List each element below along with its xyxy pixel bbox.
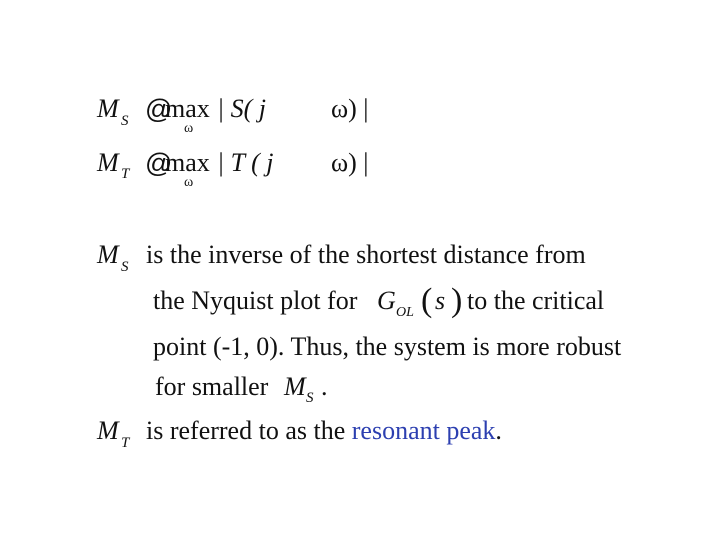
ms-omega-closing: ω) | xyxy=(331,94,369,123)
gol-paren-close: ) xyxy=(451,282,463,319)
mt-max-operator: max xyxy=(165,148,210,177)
resonant-peak-highlight: resonant peak xyxy=(351,416,496,445)
para1-line-2-suffix: to the critical xyxy=(467,286,605,315)
mt-omega-subscript: ω xyxy=(184,175,194,190)
para1-line-2-prefix: the Nyquist plot for xyxy=(153,286,358,315)
gol-variable-s: s xyxy=(435,286,446,315)
para1-line-4-prefix: for smaller xyxy=(155,372,269,401)
gol-symbol: G xyxy=(377,286,396,315)
para1-line-4-ms-subscript: S xyxy=(306,390,314,406)
para2-text-prefix: is referred to as the xyxy=(146,416,346,445)
gol-paren-open: ( xyxy=(421,282,433,319)
para2-text-suffix: . xyxy=(495,416,502,445)
mt-t-of-j: | T ( j xyxy=(217,148,274,177)
para1-line-1: is the inverse of the shortest distance from xyxy=(146,240,586,269)
ms-defined-as-symbol: @ xyxy=(145,94,173,124)
mt-symbol: M xyxy=(97,148,119,177)
para1-line-4-period: . xyxy=(321,372,328,401)
ms-symbol: M xyxy=(97,94,119,123)
para1-ms-subscript: S xyxy=(121,259,129,275)
para2-text xyxy=(146,418,502,444)
para1-ms-symbol: M xyxy=(97,240,119,269)
mt-subscript: T xyxy=(121,166,130,182)
ms-omega-subscript: ω xyxy=(184,121,194,136)
ms-max-operator: max xyxy=(165,94,210,123)
ms-s-of-j: | S( j xyxy=(217,94,267,123)
para2-mt-symbol: M xyxy=(97,416,119,445)
gol-subscript: OL xyxy=(396,305,414,320)
ms-subscript: S xyxy=(121,113,129,129)
para1-line-4-ms-symbol: M xyxy=(284,372,306,401)
mt-omega-closing: ω) | xyxy=(331,148,369,177)
para1-line-3: point (-1, 0). Thus, the system is more robust xyxy=(153,332,622,361)
para2-mt-subscript: T xyxy=(121,435,130,451)
mt-defined-as-symbol: @ xyxy=(145,148,173,178)
